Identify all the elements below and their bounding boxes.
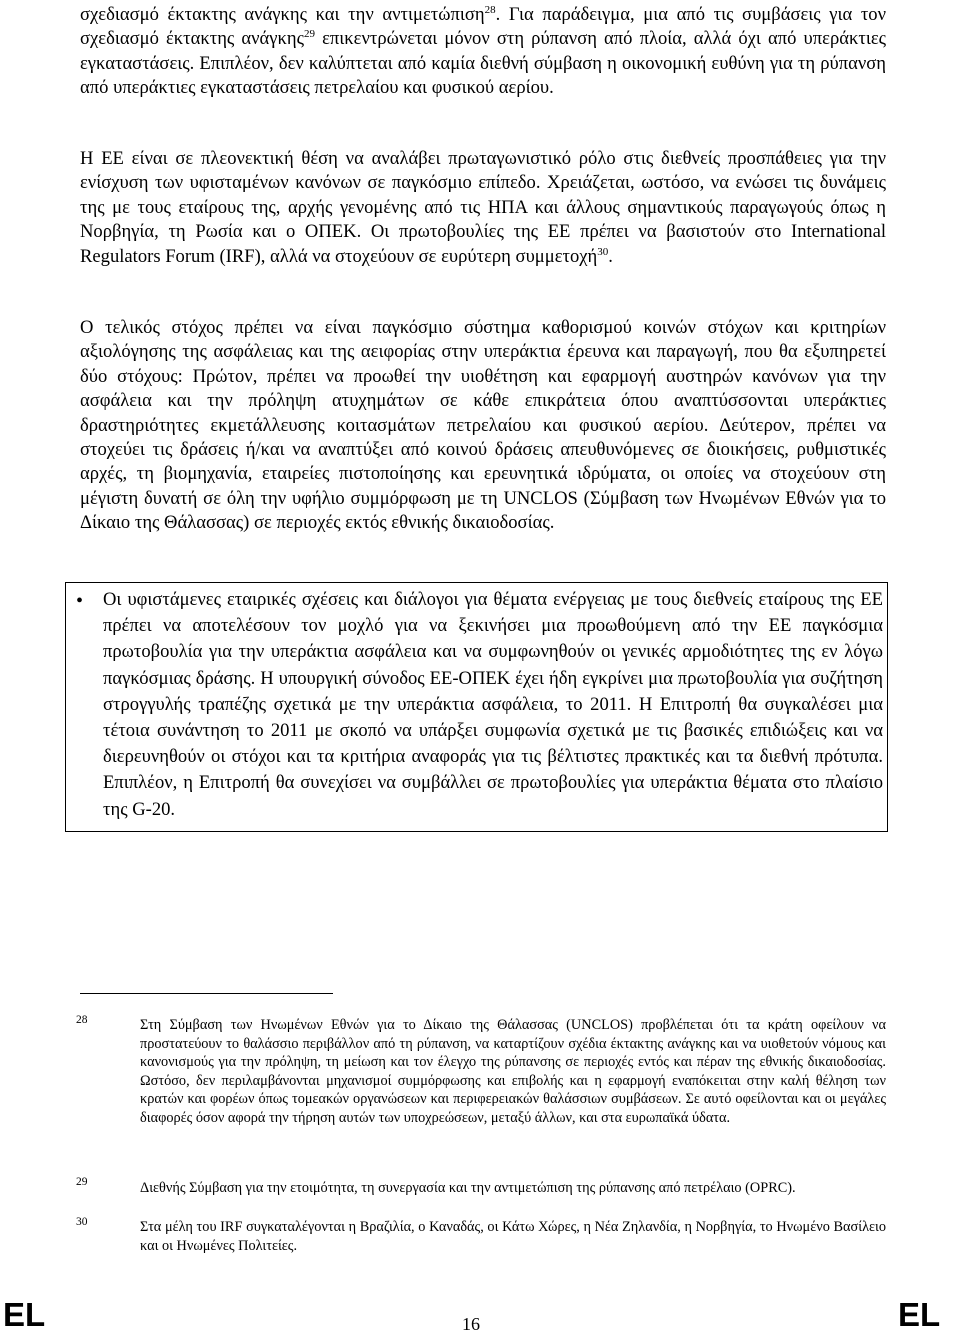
bullet-text: Οι υφιστάμενες εταιρικές σχέσεις και διάλογοι για θέματα ενέργειας με τους διεθνείς εταίρους της ΕΕ πρέπει να αποτελέσουν τον μοχλό για να ξεκινήσει μια προωθούμενη από την ΕΕ παγκόσμια πρωτοβουλία για την υπεράκτια ασφάλεια και να συμφωνηθούν οι γενικές αρμοδιότητες της εν λόγω παγκόσμιας δράσης. Η υπουργική σύνοδος ΕΕ-ΟΠΕΚ έχει ήδη εγκρίνει μια πρωτοβουλία για συζήτηση στρογγυλής τραπέζης σχετικά με την υπεράκτια ασφάλεια, το 2011. Η Επιτροπή θα συγκαλέσει μια τέτοια συνάντηση το 2011 με σκοπό να υπάρξει συμφωνία σχετικά με τις βασικές επιδιώξεις και να διερευνηθούν οι στόχοι και τα κριτήρια αναφοράς για τις βέλτιστες πρακτικές και τα διεθνή πρότυπα. Επιπλέον, η Επιτροπή θα συνεχίσει να συμβάλλει σε πρωτοβουλίες για υπεράκτια θέματα στο πλαίσιο της G-20. (103, 589, 883, 820)
footer-language-code-left: EL (3, 1296, 46, 1333)
footnote-separator (80, 993, 333, 994)
bullet-point-icon: • (76, 590, 84, 612)
body-paragraph-1 (80, 3, 886, 101)
footnote-number-28: 28 (76, 1014, 88, 1026)
paragraph-text: . (608, 245, 613, 267)
paragraph-text: Η ΕΕ είναι σε πλεονεκτική θέση να αναλάβει πρωταγωνιστικό ρόλο στις διεθνείς προσπάθειες για την ενίσχυση των υφισταμένων κανόνων σε παγκόσμιο επίπεδο. Χρειάζεται, ωστόσο, να ενώσει τις δυνάμεις της με τους εταίρους της, αρχής γενομένης από τις ΗΠΑ και άλλους σημαντικούς παραγωγούς όπως η Νορβηγία, τη Ρωσία και ο ΟΠΕΚ. Οι πρωτοβουλίες της ΕΕ πρέπει να βασιστούν στο International Regulators Forum (IRF), αλλά να στοχεύουν σε ευρύτερη συμμετοχή (80, 148, 886, 267)
body-paragraph-2 (80, 147, 886, 269)
footnote-text-28: Στη Σύμβαση των Ηνωμένων Εθνών για το Δίκαιο της Θάλασσας (UNCLOS) προβλέπεται ότι τα κράτη οφείλουν να προστατεύουν το θαλάσσιο περιβάλλον από τη ρύπανση, να καταρτίζουν σχέδια έκτακτης ανάγκης και να υιοθετούν νόμους και κανονισμούς για την πρόληψη, τη μείωση και τον έλεγχο της ρύπανσης σε περιοχές εντός και πέραν της εθνικής δικαιοδοσίας. Ωστόσο, δεν περιλαμβάνονται μηχανισμοί συμμόρφωσης και επιβολής και η εφαρμογή εναπόκειται στην καλή θέληση των κρατών και φορέων όπως τομεακών οργανώσεων και περιφερειακών θαλάσσιων συμβάσεων. Σε αυτό οφείλονται και οι μεγάλες διαφορές όσον αφορά την τήρηση αυτών των υποχρεώσεων, μεταξύ άλλων, και στα ευρωπαϊκά ύδατα. (140, 1017, 886, 1126)
footnote-ref-28[interactable]: 28 (484, 4, 496, 16)
body-paragraph-3: Ο τελικός στόχος πρέπει να είναι παγκόσμιο σύστημα καθορισμού κοινών στόχων και κριτηρίων αξιολόγησης της ασφάλειας και της αειφορίας στην υπεράκτια έρευνα και παραγωγή, που θα εξυπηρετεί δύο στόχους: Πρώτον, πρέπει να προωθεί την υιοθέτηση και εφαρμογή αυστηρών κανόνων για την ασφάλεια και την πρόληψη ατυχημάτων σε κάθε επικράτεια όπου αναπτύσσονται υπεράκτιες δραστηριότητες εκμετάλλευσης κοιτασμάτων πετρελαίου και φυσικού αερίου. Δεύτερον, πρέπει να στοχεύει τις δράσεις ή/και να αναπτύξει από κοινού δράσεις απευθυνόμενες σε διοικήσεις, ρυθμιστικές αρχές, τη βιομηχανία, εταιρείες πιστοποίησης και ερευνητικά ιδρύματα, οι οποίες να στοχεύουν στη μέγιστη δυνατή σε όλη την υφήλιο συμμόρφωση με τη UNCLOS (Σύμβαση των Ηνωμένων Εθνών για το Δίκαιο της Θάλασσας) σε περιοχές εκτός εθνικής δικαιοδοσίας. (80, 317, 886, 534)
footnote-text-29: Διεθνής Σύμβαση για την ετοιμότητα, τη συνεργασία και την αντιμετώπιση της ρύπανσης από πετρέλαιο (OPRC). (140, 1180, 796, 1196)
footnote-number-30: 30 (76, 1216, 88, 1228)
footnote-number-29: 29 (76, 1176, 88, 1188)
footer-language-code-right: EL (898, 1296, 941, 1333)
paragraph-text: επικεντρώνεται μόνον στη ρύπανση από πλοία, αλλά όχι από υπεράκτιες εγκαταστάσεις. Επιπλέον, δεν καλύπτεται από καμία διεθνή σύμβαση η οικονομική ευθύνη για τη ρύπανση από υπεράκτιες εγκαταστάσεις πετρελαίου και φυσικού αερίου. (80, 28, 886, 99)
footnote-ref-30[interactable]: 30 (597, 245, 609, 258)
page-number: 16 (462, 1314, 480, 1334)
paragraph-text: σχεδιασμό έκτακτης ανάγκης και την αντιμετώπιση (80, 4, 485, 25)
footnote-text-30: Στα μέλη του IRF συγκαταλέγονται η Βραζιλία, ο Καναδάς, οι Κάτω Χώρες, η Νέα Ζηλανδία, η Νορβηγία, το Ηνωμένο Βασίλειο και οι Ηνωμένες Πολιτείες. (140, 1219, 886, 1254)
paragraph-text: . Για παράδειγμα, μια από τις συμβάσεις για τον σχεδιασμό έκτακτης ανάγκης (80, 4, 887, 50)
footnote-ref-29[interactable]: 29 (303, 28, 315, 41)
